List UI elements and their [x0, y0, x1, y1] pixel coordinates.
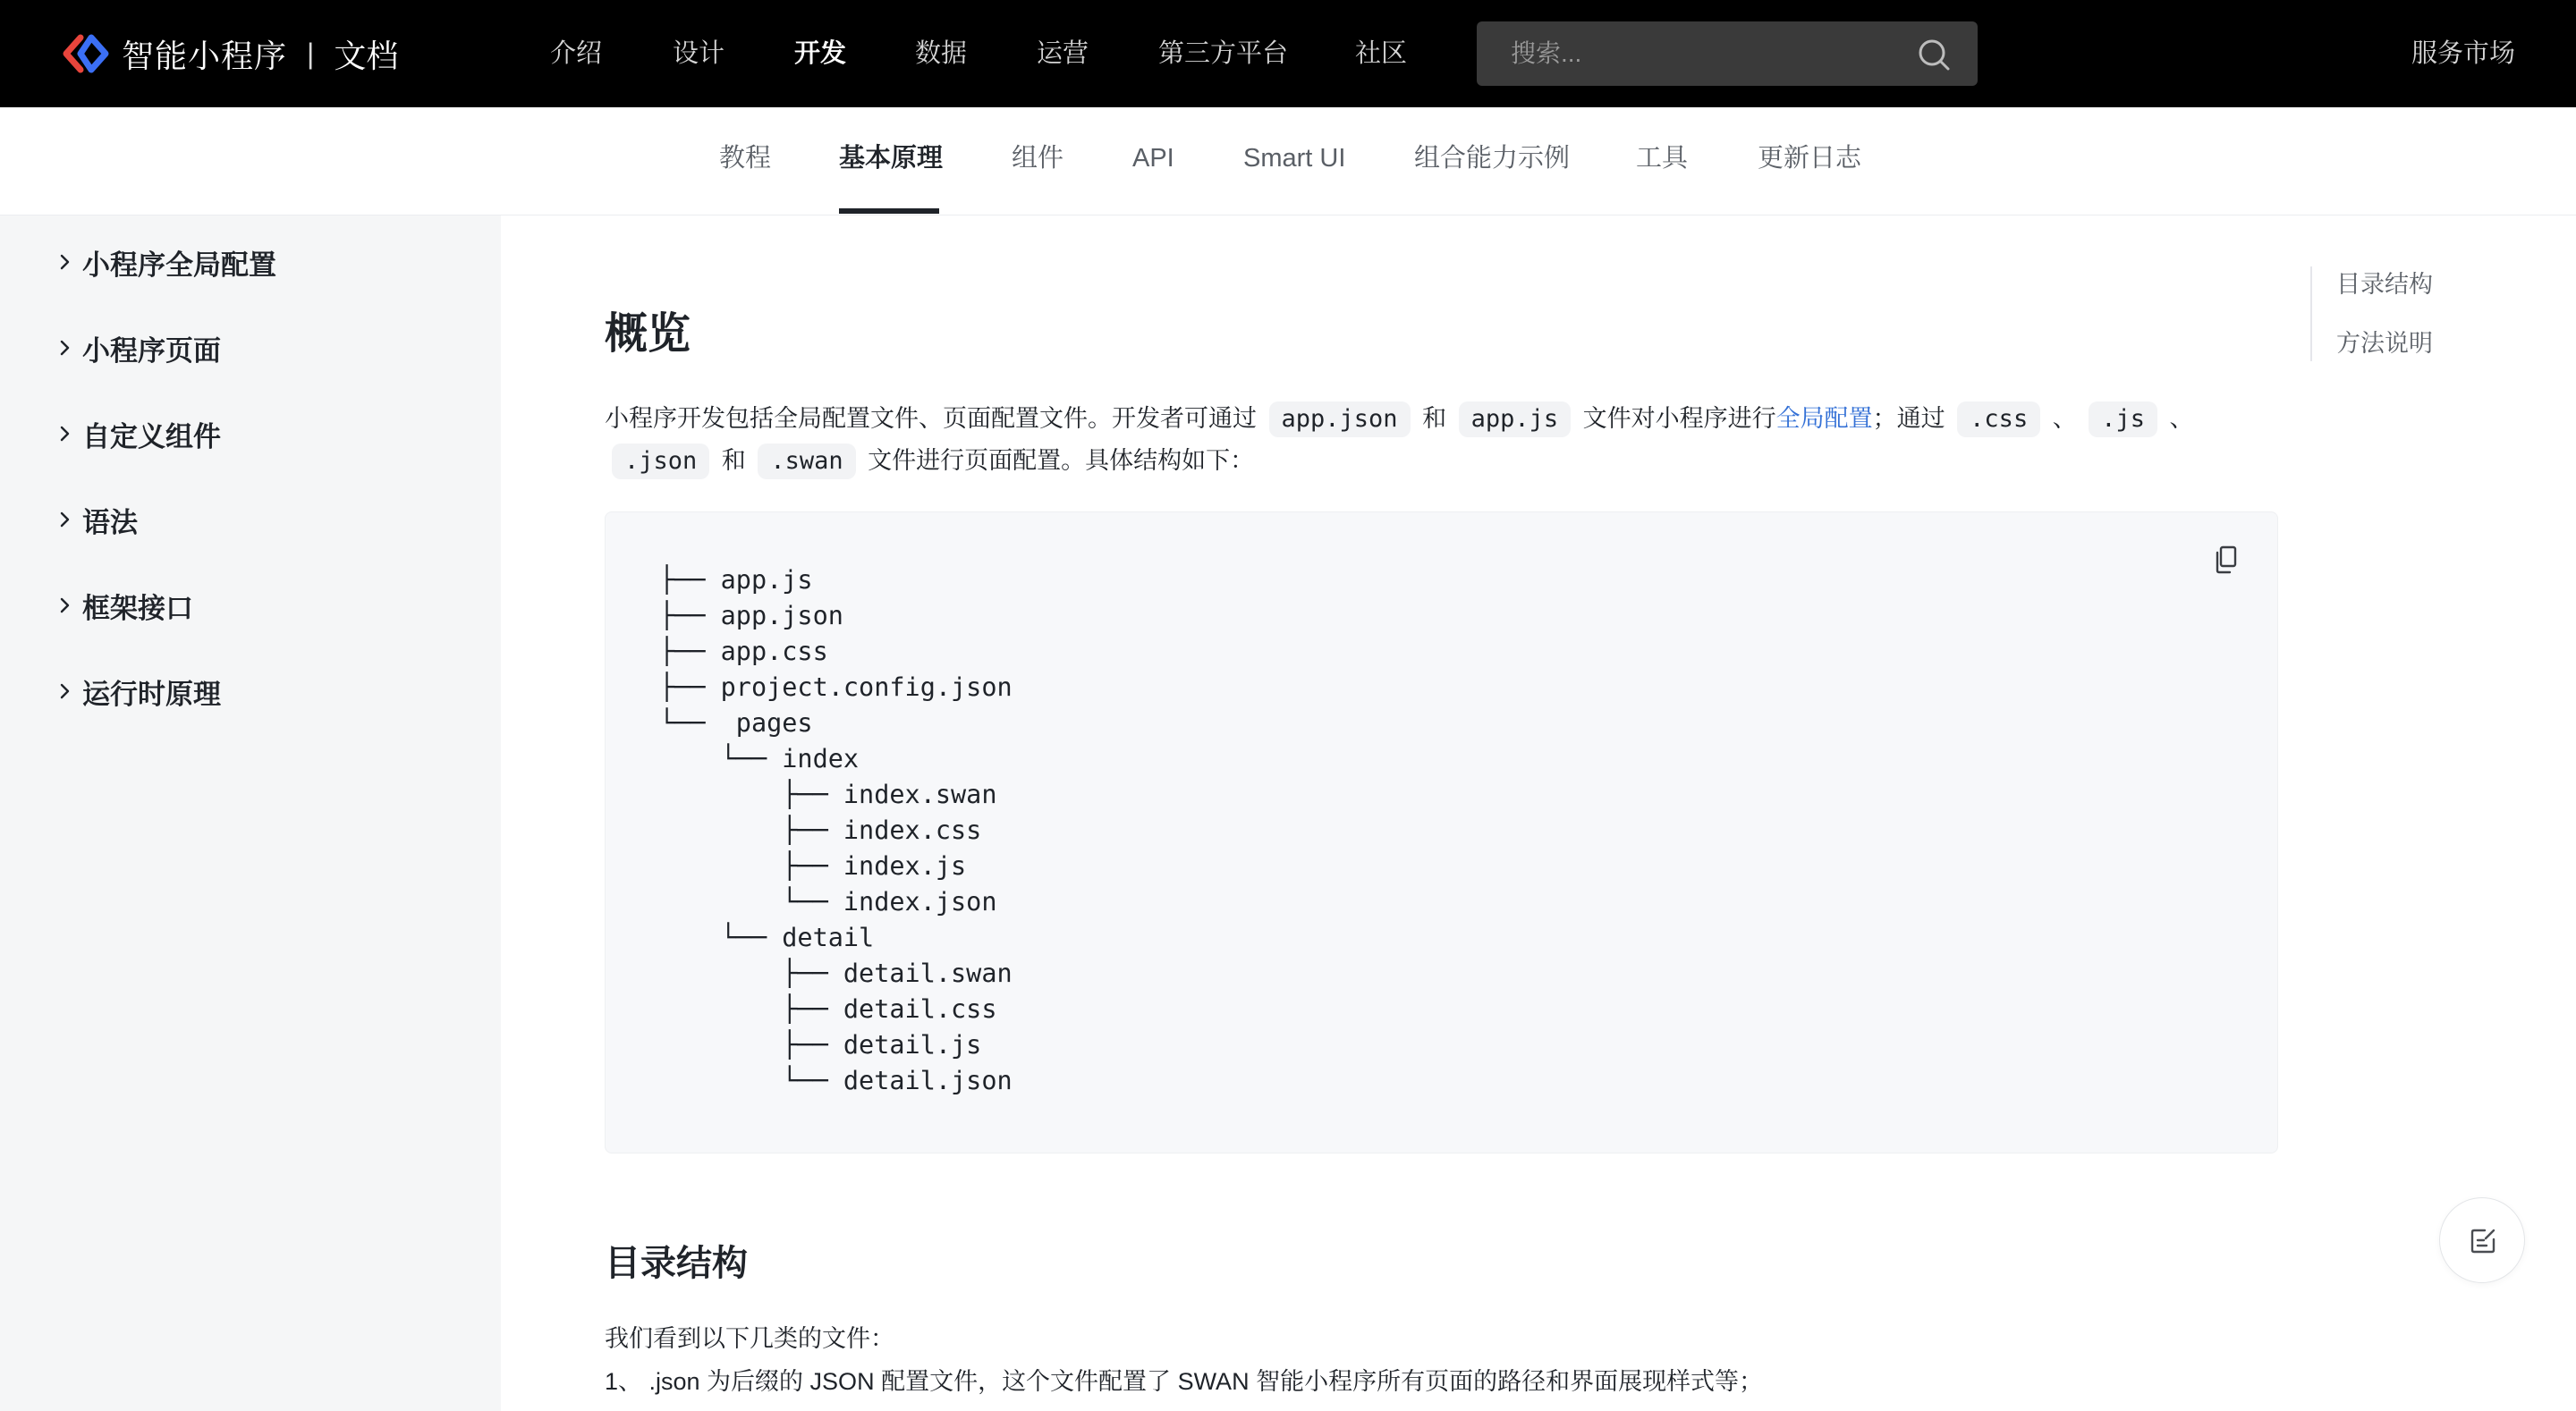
topnav-community[interactable]: 社区: [1355, 39, 1408, 68]
copy-icon[interactable]: [2213, 545, 2240, 575]
tab-api[interactable]: API: [1132, 144, 1174, 173]
sidebar-item-runtime[interactable]: [55, 669, 221, 714]
logo-icon: [63, 34, 109, 73]
sidebar-item-label: 框架接口: [82, 592, 193, 624]
intro-text: ；通过: [1872, 405, 1945, 432]
sidebar: [0, 215, 501, 1411]
inline-code: .js: [2089, 401, 2157, 437]
inline-code: app.js: [1459, 401, 1572, 437]
topnav-design[interactable]: 设计: [673, 39, 725, 68]
sidebar-item-custom-components[interactable]: [55, 411, 221, 456]
search-box: [1477, 21, 1978, 86]
sidebar-item-syntax[interactable]: [55, 497, 138, 542]
brand-name: 智能小程序: [122, 37, 288, 74]
intro-text: 、: [2169, 405, 2194, 432]
brand-logo[interactable]: [63, 0, 398, 107]
sidebar-item-global-config[interactable]: [55, 240, 276, 284]
inline-code: .swan: [758, 444, 855, 479]
sidebar-item-label: 自定义组件: [82, 420, 221, 452]
feedback-edit-icon: [2467, 1225, 2499, 1257]
sidebar-item-label: 小程序全局配置: [82, 249, 276, 281]
tab-basic-principles[interactable]: 基本原理: [839, 144, 944, 173]
feedback-button[interactable]: [2439, 1197, 2525, 1283]
intro-text: 文件对小程序进行: [1582, 405, 1776, 432]
intro-text: 、: [2052, 405, 2077, 432]
section-intro: 我们看到以下几类的文件：: [605, 1325, 894, 1352]
tab-combined-examples[interactable]: 组合能力示例: [1414, 144, 1571, 173]
chevron-right-icon: [55, 681, 75, 701]
tab-changelog[interactable]: 更新日志: [1758, 144, 1862, 173]
search-input[interactable]: [1511, 21, 1904, 86]
inline-code: app.json: [1269, 401, 1411, 437]
chevron-right-icon: [55, 338, 75, 358]
chevron-right-icon: [55, 510, 75, 529]
sidebar-item-framework-api[interactable]: [55, 583, 193, 628]
top-navigation-bar: [0, 0, 2576, 107]
sidebar-item-label: 运行时原理: [82, 678, 221, 710]
sidebar-item-pages[interactable]: [55, 325, 221, 370]
toc-item-directory-structure[interactable]: 目录结构: [2336, 271, 2433, 298]
intro-paragraph-line-2: [605, 439, 2286, 482]
page-title: 概览: [605, 310, 691, 358]
service-market-link[interactable]: 服务市场: [2411, 39, 2516, 68]
section-list-item-1: 1、 .json 为后缀的 JSON 配置文件，这个文件配置了 SWAN 智能小程序所有页面的路径和界面展现样式等；: [605, 1368, 1764, 1395]
intro-paragraph-line-1: [605, 397, 2286, 440]
topnav-operations[interactable]: 运营: [1037, 39, 1089, 68]
tab-smart-ui[interactable]: Smart UI: [1243, 144, 1346, 173]
code-block: [605, 511, 2278, 1153]
topnav-intro[interactable]: 介绍: [550, 39, 603, 68]
toc-divider: [2310, 266, 2312, 361]
chevron-right-icon: [55, 252, 75, 272]
intro-text: 小程序开发包括全局配置文件、页面配置文件。开发者可通过: [605, 405, 1257, 432]
tab-components[interactable]: 组件: [1012, 144, 1064, 173]
brand-subtitle: 文档: [334, 37, 399, 74]
section-title-directory-structure: 目录结构: [605, 1244, 748, 1283]
brand-separator: |: [307, 37, 315, 70]
topnav-data[interactable]: 数据: [915, 39, 968, 68]
tab-tools[interactable]: 工具: [1636, 144, 1689, 173]
directory-tree-code[interactable]: ├── app.js ├── app.json ├── app.css ├── project.config.json └── pages └── index ├── index.swan ├── index.css ├── index.js └── index.json └── detail ├── detail.swan ├── detail.css ├── detail.js └── detail.json: [659, 565, 1013, 1095]
search-icon[interactable]: [1917, 38, 1951, 72]
topnav-third-party[interactable]: 第三方平台: [1158, 39, 1289, 68]
toc-item-method-description[interactable]: 方法说明: [2336, 330, 2433, 357]
inline-code: .css: [1957, 401, 2040, 437]
sidebar-item-label: 语法: [82, 506, 138, 538]
global-config-link[interactable]: 全局配置: [1775, 405, 1873, 432]
intro-text: 和: [721, 447, 746, 474]
intro-text: 和: [1422, 405, 1447, 432]
sidebar-item-label: 小程序页面: [82, 334, 221, 367]
tab-tutorial[interactable]: 教程: [719, 144, 772, 173]
chevron-right-icon: [55, 596, 75, 615]
secondary-tab-bar: [0, 107, 2576, 215]
topnav-develop[interactable]: 开发: [794, 39, 847, 68]
chevron-right-icon: [55, 424, 75, 444]
intro-text: 文件进行页面配置。具体结构如下：: [868, 447, 1255, 474]
active-tab-indicator: [839, 208, 939, 214]
inline-code: .json: [612, 444, 709, 479]
